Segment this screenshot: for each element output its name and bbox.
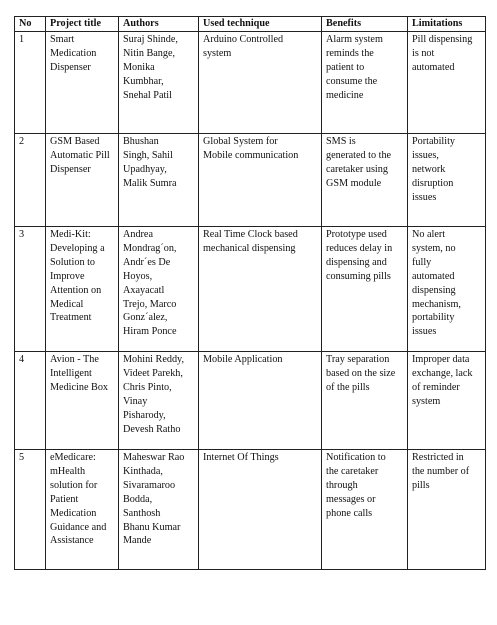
- cell-project-title: eMedicare: mHealth solution for Patient Medication Guidance and Assistance: [46, 450, 119, 570]
- cell-limitations: Restricted in the number of pills: [408, 450, 486, 570]
- cell-authors: Bhushan Singh, Sahil Upadhyay, Malik Sumra: [119, 134, 199, 227]
- header-no: No: [15, 17, 46, 32]
- cell-authors: Maheswar Rao Kinthada, Sivaramaroo Bodda, Santhosh Bhanu Kumar Mande: [119, 450, 199, 570]
- cell-authors: Andrea Mondrag´on, Andr´es De Hoyos, Axayacatl Trejo, Marco Gonz´alez, Hiram Ponce: [119, 227, 199, 352]
- header-limitations: Limitations: [408, 17, 486, 32]
- table-row: [15, 32, 486, 134]
- cell-limitations: Pill dispensing is not automated: [408, 32, 486, 134]
- cell-no: 4: [15, 352, 46, 450]
- cell-project-title: Smart Medication Dispenser: [46, 32, 119, 134]
- table-row: [15, 450, 486, 570]
- cell-project-title: Avion - The Intelligent Medicine Box: [46, 352, 119, 450]
- cell-no: 2: [15, 134, 46, 227]
- header-project-title: Project title: [46, 17, 119, 32]
- cell-benefits: Prototype used reduces delay in dispensing and consuming pills: [322, 227, 408, 352]
- table-row: [15, 352, 486, 450]
- cell-limitations: Portability issues, network disruption issues: [408, 134, 486, 227]
- cell-project-title: Medi-Kit: Developing a Solution to Improve Attention on Medical Treatment: [46, 227, 119, 352]
- cell-authors: Mohini Reddy, Videet Parekh, Chris Pinto, Vinay Pisharody, Devesh Ratho: [119, 352, 199, 450]
- literature-comparison-table: [14, 16, 486, 570]
- cell-benefits: Notification to the caretaker through messages or phone calls: [322, 450, 408, 570]
- cell-used-technique: Internet Of Things: [199, 450, 322, 570]
- cell-no: 3: [15, 227, 46, 352]
- header-authors: Authors: [119, 17, 199, 32]
- table-row: [15, 227, 486, 352]
- table-header-row: [15, 17, 486, 32]
- table-row: [15, 134, 486, 227]
- header-benefits: Benefits: [322, 17, 408, 32]
- cell-no: 1: [15, 32, 46, 134]
- cell-used-technique: Mobile Application: [199, 352, 322, 450]
- cell-limitations: No alert system, no fully automated dispensing mechanism, portability issues: [408, 227, 486, 352]
- cell-benefits: Tray separation based on the size of the pills: [322, 352, 408, 450]
- cell-limitations: Improper data exchange, lack of reminder system: [408, 352, 486, 450]
- header-used-technique: Used technique: [199, 17, 322, 32]
- cell-used-technique: Real Time Clock based mechanical dispensing: [199, 227, 322, 352]
- cell-benefits: Alarm system reminds the patient to consume the medicine: [322, 32, 408, 134]
- cell-authors: Suraj Shinde, Nitin Bange, Monika Kumbhar, Snehal Patil: [119, 32, 199, 134]
- cell-no: 5: [15, 450, 46, 570]
- cell-used-technique: Global System for Mobile communication: [199, 134, 322, 227]
- cell-benefits: SMS is generated to the caretaker using GSM module: [322, 134, 408, 227]
- cell-project-title: GSM Based Automatic Pill Dispenser: [46, 134, 119, 227]
- cell-used-technique: Arduino Controlled system: [199, 32, 322, 134]
